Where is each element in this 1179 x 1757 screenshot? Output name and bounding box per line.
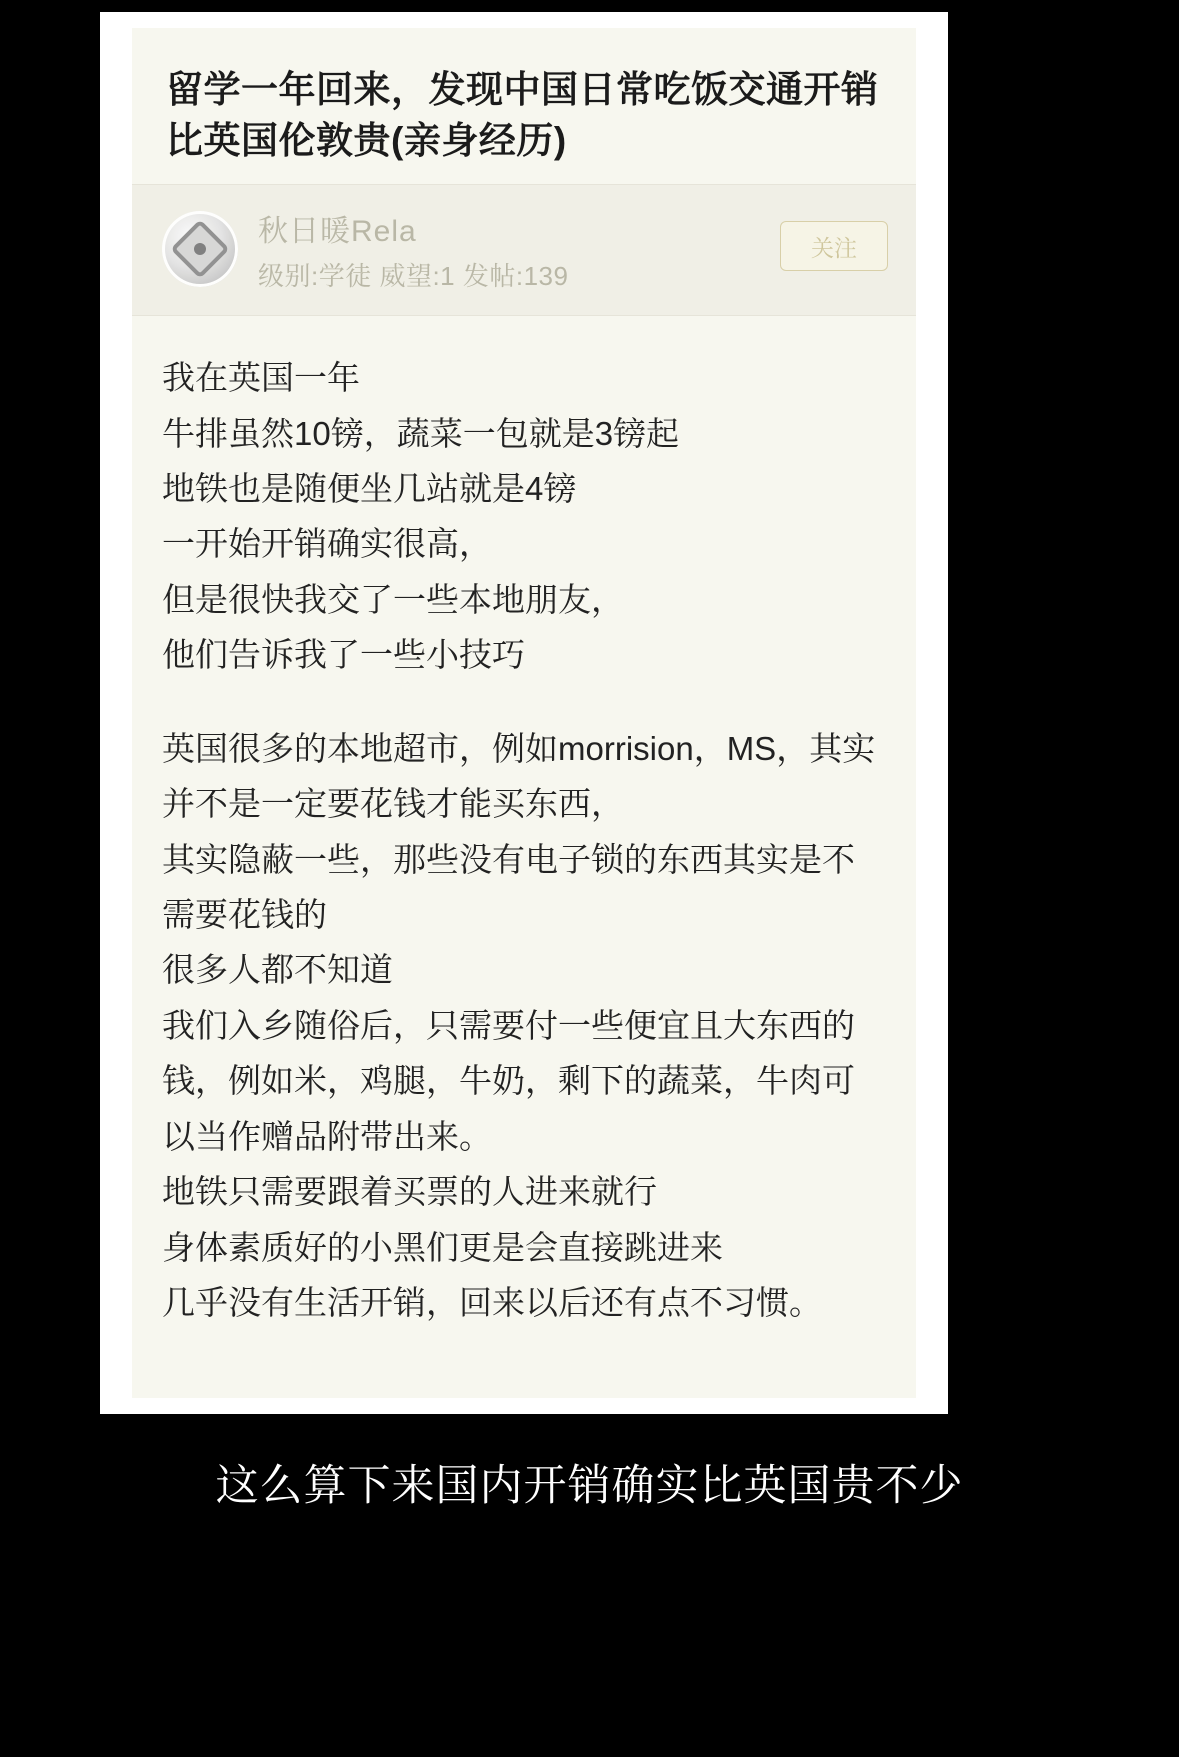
forum-post-card	[132, 28, 916, 1398]
post-line: 英国很多的本地超市，例如morrision，MS，其实并不是一定要花钱才能买东西，	[162, 729, 876, 823]
author-name: 秋日暖Rela	[258, 214, 417, 248]
author-strip	[132, 184, 916, 316]
post-line: 但是很快我交了一些本地朋友，	[162, 580, 624, 618]
paragraph-gap	[162, 683, 886, 721]
post-line: 很多人都不知道	[162, 951, 393, 989]
caption-text: 这么算下来国内开销确实比英国贵不少	[215, 1462, 964, 1510]
follow-button[interactable]: 关注	[780, 221, 888, 271]
post-line: 我们入乡随俗后，只需要付一些便宜且大东西的钱，例如米，鸡腿，牛奶，剩下的蔬菜，牛肉可以当作赠品附带出来。	[162, 1006, 855, 1155]
post-line: 他们告诉我了一些小技巧	[162, 636, 525, 674]
post-line: 地铁也是随便坐几站就是4镑	[162, 469, 577, 507]
post-line: 身体素质好的小黑们更是会直接跳进来	[162, 1228, 723, 1266]
post-screenshot-frame	[100, 12, 948, 1414]
post-line: 一开始开销确实很高，	[162, 525, 492, 563]
post-title: 留学一年回来，发现中国日常吃饭交通开销比英国伦敦贵(亲身经历)	[166, 69, 879, 162]
post-line: 地铁只需要跟着买票的人进来就行	[162, 1173, 657, 1211]
post-line: 我在英国一年	[162, 359, 360, 397]
post-line: 牛排虽然10镑，蔬菜一包就是3镑起	[162, 414, 680, 452]
post-body	[132, 316, 916, 1340]
avatar	[162, 211, 238, 287]
author-meta	[258, 206, 568, 293]
post-line: 几乎没有生活开销，回来以后还有点不习惯。	[162, 1284, 822, 1322]
author-stats: 级别:学徒 威望:1 发帖:139	[258, 260, 569, 291]
post-line: 其实隐蔽一些，那些没有电子锁的东西其实是不需要花钱的	[162, 840, 855, 934]
